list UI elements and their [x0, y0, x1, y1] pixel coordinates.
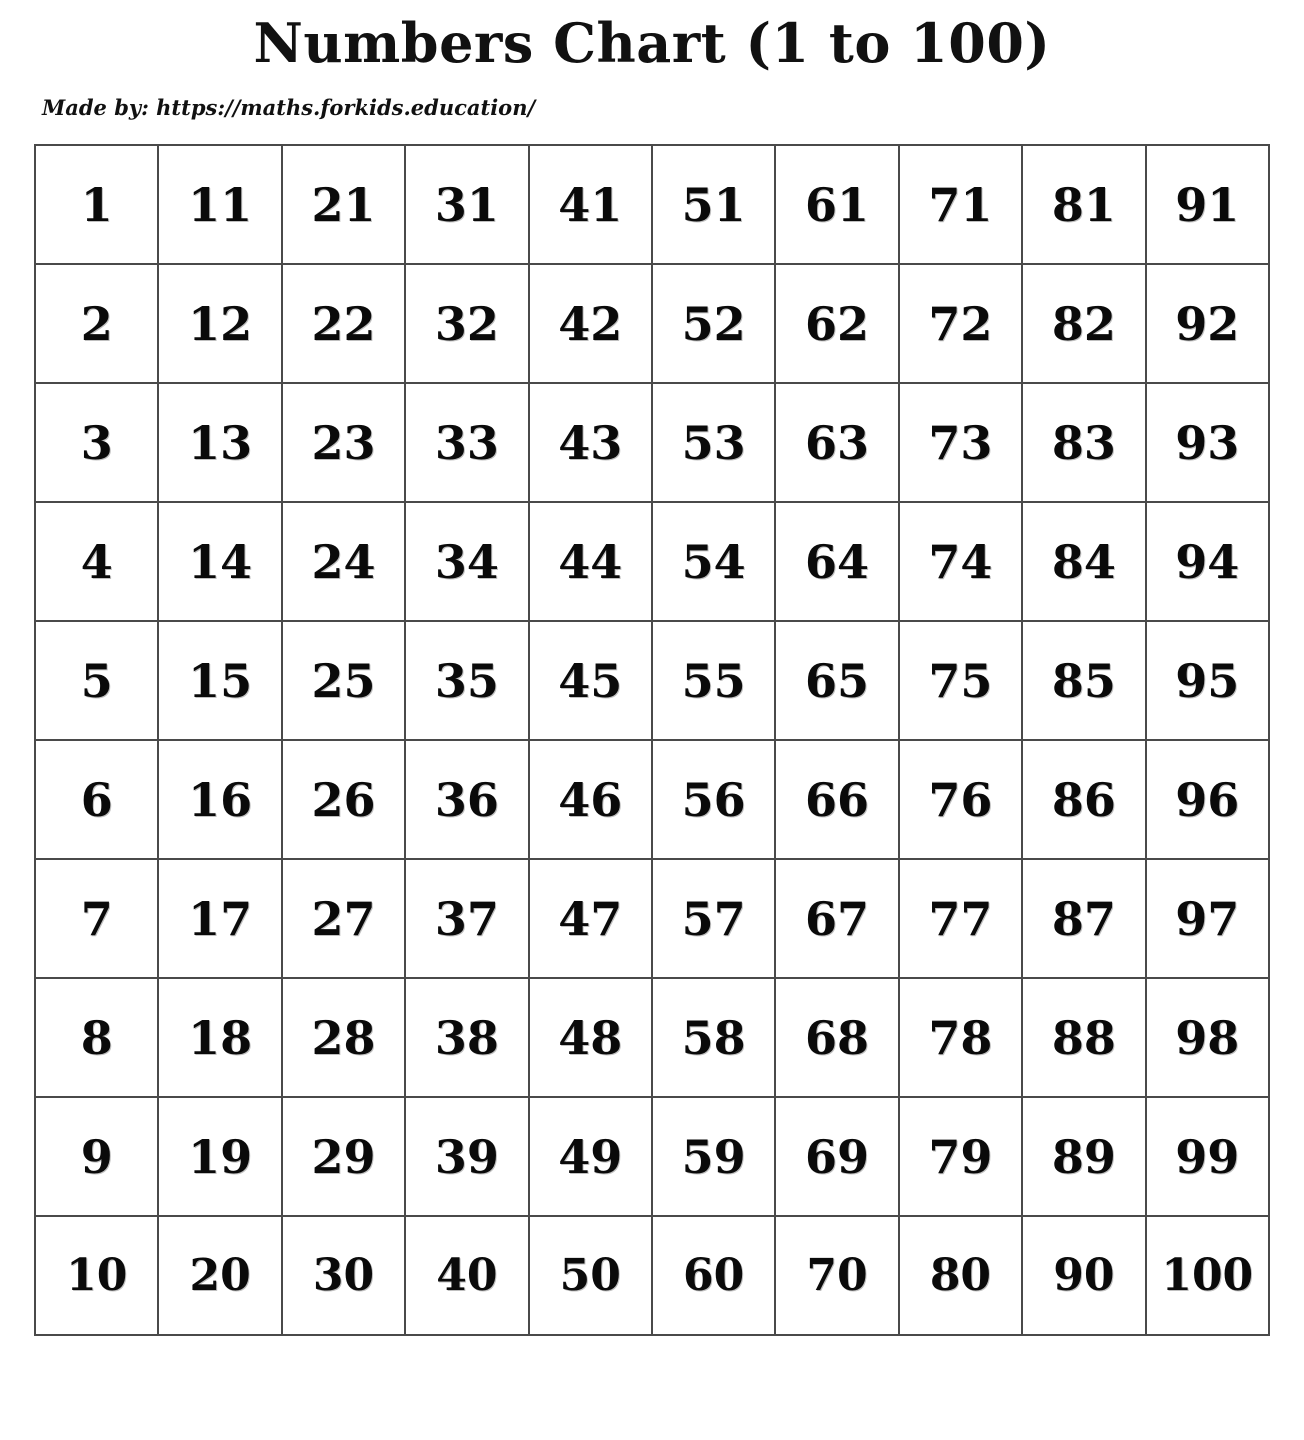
number-cell: 69: [775, 1097, 898, 1216]
number-cell: 94: [1146, 502, 1269, 621]
number-cell: 27: [282, 859, 405, 978]
number-cell: 75: [899, 621, 1022, 740]
number-cell: 85: [1022, 621, 1145, 740]
credit-line: Made by: https://maths.forkids.education/: [42, 95, 536, 121]
table-row: [35, 740, 1269, 859]
number-cell: 42: [529, 264, 652, 383]
number-cell: 13: [158, 383, 281, 502]
number-cell: 80: [899, 1216, 1022, 1335]
number-chart-container: [34, 144, 1270, 1336]
number-cell: 61: [775, 145, 898, 264]
number-cell: 23: [282, 383, 405, 502]
number-cell: 18: [158, 978, 281, 1097]
number-cell: 100: [1146, 1216, 1269, 1335]
number-cell: 73: [899, 383, 1022, 502]
number-cell: 88: [1022, 978, 1145, 1097]
table-row: [35, 145, 1269, 264]
table-row: [35, 859, 1269, 978]
number-cell: 3: [35, 383, 158, 502]
number-cell: 56: [652, 740, 775, 859]
number-cell: 68: [775, 978, 898, 1097]
number-cell: 20: [158, 1216, 281, 1335]
number-cell: 64: [775, 502, 898, 621]
number-cell: 49: [529, 1097, 652, 1216]
number-cell: 65: [775, 621, 898, 740]
number-cell: 48: [529, 978, 652, 1097]
number-cell: 57: [652, 859, 775, 978]
number-cell: 31: [405, 145, 528, 264]
number-cell: 22: [282, 264, 405, 383]
table-row: [35, 1216, 1269, 1335]
number-cell: 33: [405, 383, 528, 502]
number-cell: 39: [405, 1097, 528, 1216]
number-cell: 50: [529, 1216, 652, 1335]
number-cell: 82: [1022, 264, 1145, 383]
number-cell: 41: [529, 145, 652, 264]
number-cell: 86: [1022, 740, 1145, 859]
number-cell: 53: [652, 383, 775, 502]
number-cell: 40: [405, 1216, 528, 1335]
number-cell: 29: [282, 1097, 405, 1216]
number-cell: 52: [652, 264, 775, 383]
number-cell: 8: [35, 978, 158, 1097]
number-cell: 76: [899, 740, 1022, 859]
number-cell: 10: [35, 1216, 158, 1335]
number-cell: 66: [775, 740, 898, 859]
number-cell: 84: [1022, 502, 1145, 621]
number-cell: 12: [158, 264, 281, 383]
number-cell: 45: [529, 621, 652, 740]
number-cell: 28: [282, 978, 405, 1097]
number-cell: 83: [1022, 383, 1145, 502]
number-chart-table: [34, 144, 1270, 1336]
table-row: [35, 1097, 1269, 1216]
number-cell: 38: [405, 978, 528, 1097]
number-cell: 78: [899, 978, 1022, 1097]
number-cell: 44: [529, 502, 652, 621]
number-cell: 47: [529, 859, 652, 978]
number-cell: 97: [1146, 859, 1269, 978]
number-cell: 2: [35, 264, 158, 383]
number-cell: 77: [899, 859, 1022, 978]
number-cell: 58: [652, 978, 775, 1097]
number-cell: 37: [405, 859, 528, 978]
number-cell: 24: [282, 502, 405, 621]
table-row: [35, 264, 1269, 383]
number-cell: 30: [282, 1216, 405, 1335]
number-cell: 67: [775, 859, 898, 978]
number-cell: 62: [775, 264, 898, 383]
number-cell: 63: [775, 383, 898, 502]
number-cell: 99: [1146, 1097, 1269, 1216]
number-cell: 11: [158, 145, 281, 264]
number-cell: 81: [1022, 145, 1145, 264]
number-cell: 36: [405, 740, 528, 859]
number-cell: 55: [652, 621, 775, 740]
number-cell: 95: [1146, 621, 1269, 740]
number-cell: 43: [529, 383, 652, 502]
number-cell: 74: [899, 502, 1022, 621]
table-row: [35, 383, 1269, 502]
number-cell: 32: [405, 264, 528, 383]
number-cell: 26: [282, 740, 405, 859]
number-cell: 90: [1022, 1216, 1145, 1335]
number-cell: 9: [35, 1097, 158, 1216]
page-title: Numbers Chart (1 to 100): [253, 11, 1051, 75]
table-row: [35, 621, 1269, 740]
number-cell: 17: [158, 859, 281, 978]
number-cell: 70: [775, 1216, 898, 1335]
number-cell: 51: [652, 145, 775, 264]
number-chart-body: [35, 145, 1269, 1335]
number-cell: 93: [1146, 383, 1269, 502]
number-cell: 1: [35, 145, 158, 264]
worksheet-page: [0, 11, 1304, 1440]
number-cell: 46: [529, 740, 652, 859]
number-cell: 89: [1022, 1097, 1145, 1216]
number-cell: 91: [1146, 145, 1269, 264]
number-cell: 6: [35, 740, 158, 859]
number-cell: 34: [405, 502, 528, 621]
number-cell: 7: [35, 859, 158, 978]
number-cell: 96: [1146, 740, 1269, 859]
number-cell: 14: [158, 502, 281, 621]
number-cell: 87: [1022, 859, 1145, 978]
number-cell: 35: [405, 621, 528, 740]
number-cell: 25: [282, 621, 405, 740]
number-cell: 79: [899, 1097, 1022, 1216]
number-cell: 59: [652, 1097, 775, 1216]
number-cell: 92: [1146, 264, 1269, 383]
number-cell: 15: [158, 621, 281, 740]
table-row: [35, 978, 1269, 1097]
number-cell: 60: [652, 1216, 775, 1335]
number-cell: 19: [158, 1097, 281, 1216]
number-cell: 71: [899, 145, 1022, 264]
number-cell: 54: [652, 502, 775, 621]
table-row: [35, 502, 1269, 621]
number-cell: 98: [1146, 978, 1269, 1097]
number-cell: 72: [899, 264, 1022, 383]
number-cell: 21: [282, 145, 405, 264]
number-cell: 5: [35, 621, 158, 740]
number-cell: 4: [35, 502, 158, 621]
number-cell: 16: [158, 740, 281, 859]
